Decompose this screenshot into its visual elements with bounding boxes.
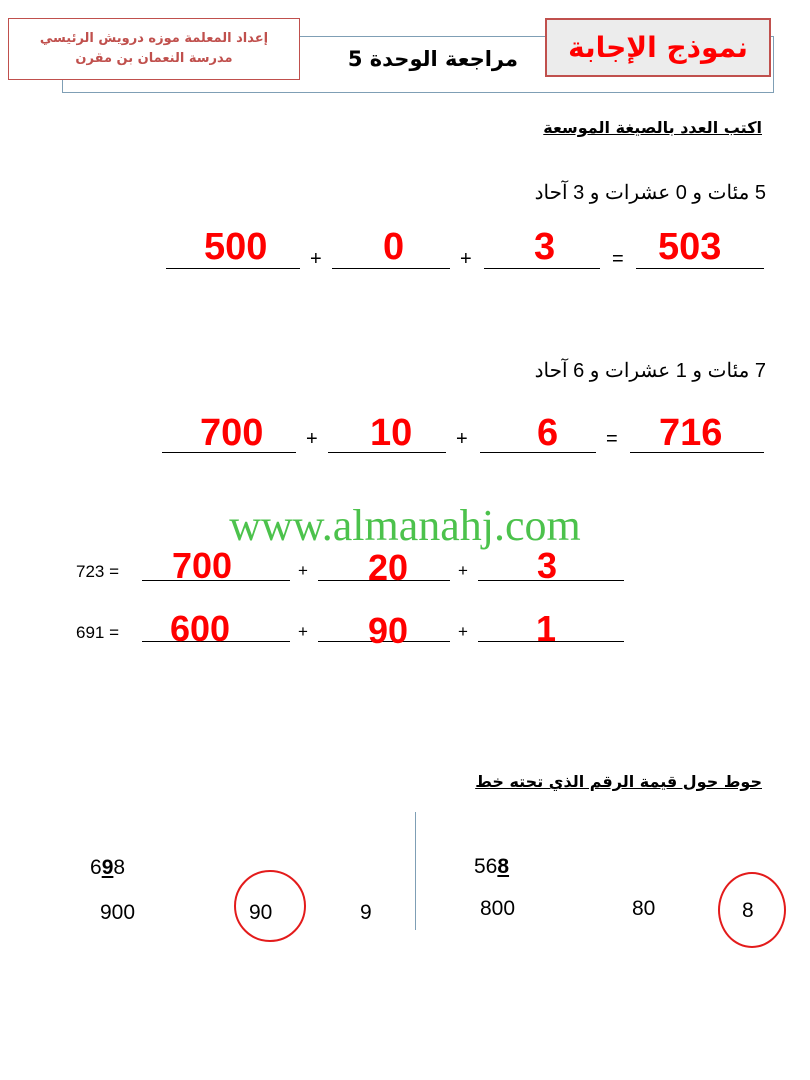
answer-key-label bbox=[545, 18, 771, 77]
q4-number: 691 = bbox=[76, 623, 120, 642]
right-option-1[interactable]: 800 bbox=[480, 897, 516, 920]
left-digit-suffix: 8 bbox=[113, 856, 126, 879]
q1-plus-1: + bbox=[310, 248, 322, 270]
left-option-1[interactable]: 900 bbox=[100, 901, 136, 924]
q4-plus-2: + bbox=[458, 622, 468, 641]
q1-hundreds-blank bbox=[166, 268, 300, 269]
q1-prompt: 5 مئات و 0 عشرات و 3 آحاد bbox=[534, 182, 766, 204]
q1-result-blank bbox=[636, 268, 764, 269]
right-underlined-digit: 8 bbox=[497, 855, 510, 878]
q3-plus-1: + bbox=[298, 561, 308, 580]
q2-prompt: 7 مئات و 1 عشرات و 6 آحاد bbox=[534, 360, 766, 382]
watermark: www.almanahj.com bbox=[229, 501, 581, 550]
left-option-2[interactable]: 90 bbox=[249, 901, 273, 924]
left-digit-prefix: 6 bbox=[90, 856, 102, 879]
q2-result-answer: 716 bbox=[659, 412, 723, 454]
q1-hundreds-answer: 500 bbox=[204, 226, 268, 268]
right-problem-number bbox=[474, 855, 509, 879]
q1-result-answer: 503 bbox=[658, 226, 722, 268]
q3-number: 723 = bbox=[76, 562, 120, 581]
q2-tens-answer: 10 bbox=[370, 412, 413, 454]
q2-equals: = bbox=[606, 428, 618, 450]
q2-plus-1: + bbox=[306, 428, 318, 450]
column-divider bbox=[415, 812, 416, 930]
section1-heading: اكتب العدد بالصيغة الموسعة bbox=[543, 118, 762, 137]
left-underlined-digit: 9 bbox=[101, 856, 114, 879]
q3-plus-2: + bbox=[458, 561, 468, 580]
right-digit-prefix: 56 bbox=[474, 855, 498, 878]
left-option-3[interactable]: 9 bbox=[360, 901, 372, 924]
author-name: إعداد المعلمة موزه درويش الرئيسي bbox=[39, 31, 269, 46]
right-option-3[interactable]: 8 bbox=[742, 899, 754, 922]
q3-hundreds-answer: 700 bbox=[172, 545, 233, 586]
left-answer-circle bbox=[234, 870, 306, 942]
q3-ones-answer: 3 bbox=[537, 545, 558, 586]
right-option-2[interactable]: 80 bbox=[632, 897, 656, 920]
q4-hundreds-answer: 600 bbox=[170, 608, 231, 649]
right-answer-circle bbox=[718, 872, 786, 948]
answer-key-text: نموذج الإجابة bbox=[568, 31, 748, 64]
q1-tens-blank bbox=[332, 268, 450, 269]
q4-ones-answer: 1 bbox=[536, 608, 557, 649]
q2-ones-answer: 6 bbox=[537, 412, 559, 454]
q3-tens-answer: 20 bbox=[368, 547, 409, 588]
q2-hundreds-answer: 700 bbox=[200, 412, 264, 454]
q2-plus-2: + bbox=[456, 428, 468, 450]
q1-tens-answer: 0 bbox=[383, 226, 405, 268]
school-name: مدرسة النعمان بن مقرن bbox=[75, 51, 233, 66]
section2-heading: حوط حول قيمة الرقم الذي تحته خط bbox=[475, 772, 762, 791]
left-problem-number bbox=[90, 856, 125, 880]
q1-ones-blank bbox=[484, 268, 600, 269]
q1-plus-2: + bbox=[460, 248, 472, 270]
q4-plus-1: + bbox=[298, 622, 308, 641]
q4-tens-answer: 90 bbox=[368, 610, 409, 651]
q1-ones-answer: 3 bbox=[534, 226, 556, 268]
page-title: مراجعة الوحدة 5 bbox=[347, 47, 518, 71]
author-box bbox=[8, 18, 300, 80]
q1-equals: = bbox=[612, 248, 624, 270]
